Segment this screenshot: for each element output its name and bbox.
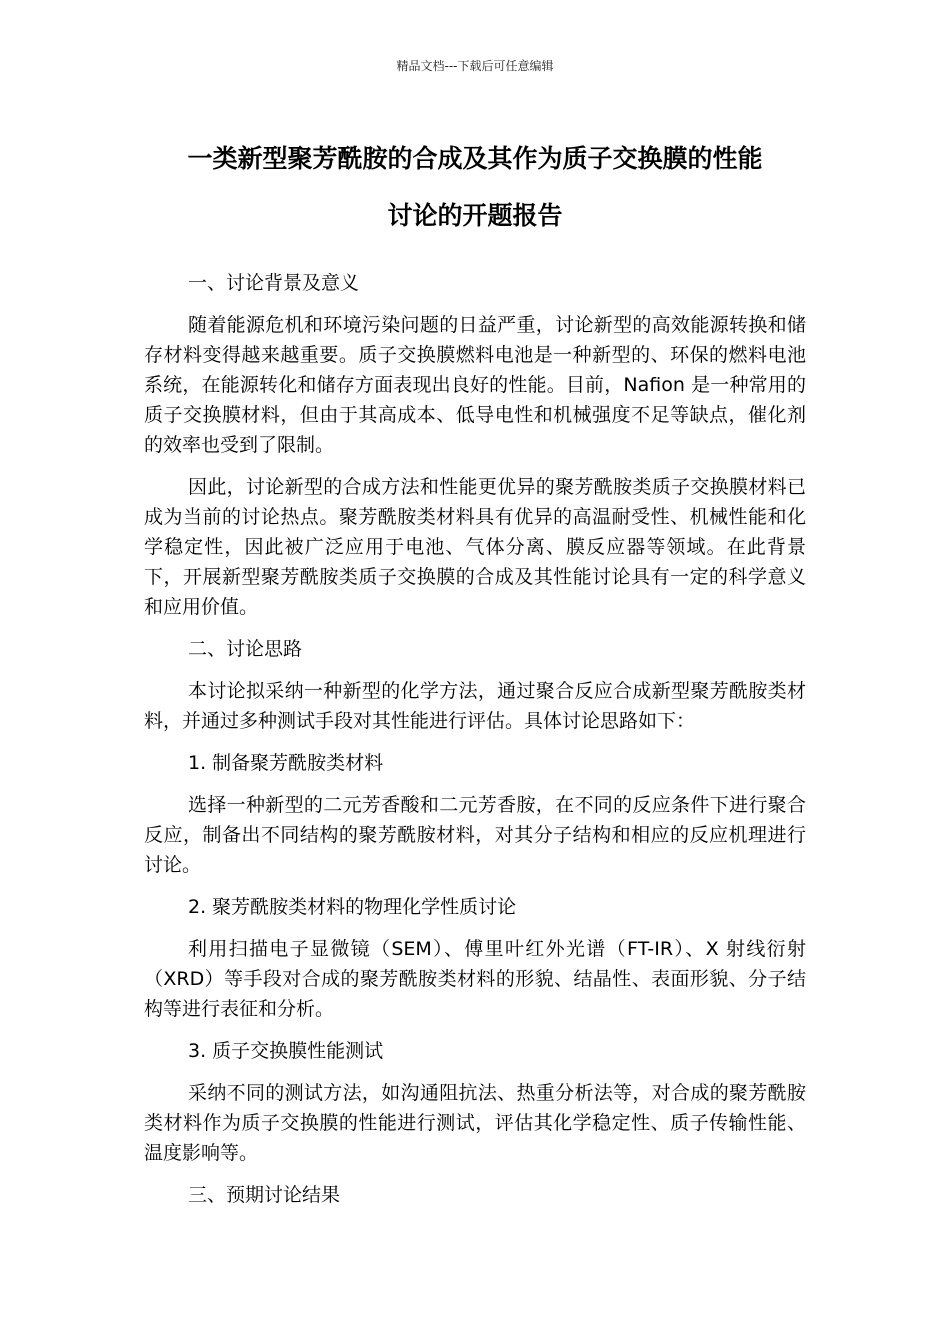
section-heading-background: 一、讨论背景及意义 [188, 272, 360, 294]
title-line-2: 讨论的开题报告 [387, 201, 563, 230]
title-line-1: 一类新型聚芳酰胺的合成及其作为质子交换膜的性能 [187, 144, 763, 173]
subheading-preparation: 1. 制备聚芳酰胺类材料 [188, 752, 384, 774]
section-heading-approach: 二、讨论思路 [188, 638, 303, 660]
page-header: 精品文档---下载后可任意编辑 [396, 59, 554, 73]
paragraph: 采纳不同的测试方法，如沟通阻抗法、热重分析法等，对合成的聚芳酰胺类材料作为质子交换膜的性能进行测试，评估其化学稳定性、质子传输性能、温度影响等。 [144, 1082, 806, 1164]
paragraph: 选择一种新型的二元芳香酸和二元芳香胺，在不同的反应条件下进行聚合反应，制备出不同结构的聚芳酰胺材料，对其分子结构和相应的反应机理进行讨论。 [144, 794, 806, 876]
paragraph: 本讨论拟采纳一种新型的化学方法，通过聚合反应合成新型聚芳酰胺类材料，并通过多种测试手段对其性能进行评估。具体讨论思路如下： [144, 680, 806, 732]
subheading-properties: 2. 聚芳酰胺类材料的物理化学性质讨论 [188, 896, 517, 918]
document-body [144, 268, 806, 1222]
paragraph: 随着能源危机和环境污染问题的日益严重，讨论新型的高效能源转换和储存材料变得越来越重要。质子交换膜燃料电池是一种新型的、环保的燃料电池系统，在能源转化和储存方面表现出良好的性能。目前，Nafion 是一种常用的质子交换膜材料，但由于其高成本、低导电性和机械强度不足等缺点，催化剂的效率也受到了限制。 [144, 314, 806, 456]
document-title [120, 130, 830, 244]
section-heading-expected-results: 三、预期讨论结果 [188, 1184, 341, 1206]
paragraph: 利用扫描电子显微镜（SEM）、傅里叶红外光谱（FT-IR）、X 射线衍射（XRD）等手段对合成的聚芳酰胺类材料的形貌、结晶性、表面形貌、分子结构等进行表征和分析。 [144, 938, 806, 1020]
subheading-membrane-testing: 3. 质子交换膜性能测试 [188, 1040, 384, 1062]
paragraph: 因此，讨论新型的合成方法和性能更优异的聚芳酰胺类质子交换膜材料已成为当前的讨论热点。聚芳酰胺类材料具有优异的高温耐受性、机械性能和化学稳定性，因此被广泛应用于电池、气体分离、膜反应器等领域。在此背景下，开展新型聚芳酰胺类质子交换膜的合成及其性能讨论具有一定的科学意义和应用价值。 [144, 476, 806, 618]
